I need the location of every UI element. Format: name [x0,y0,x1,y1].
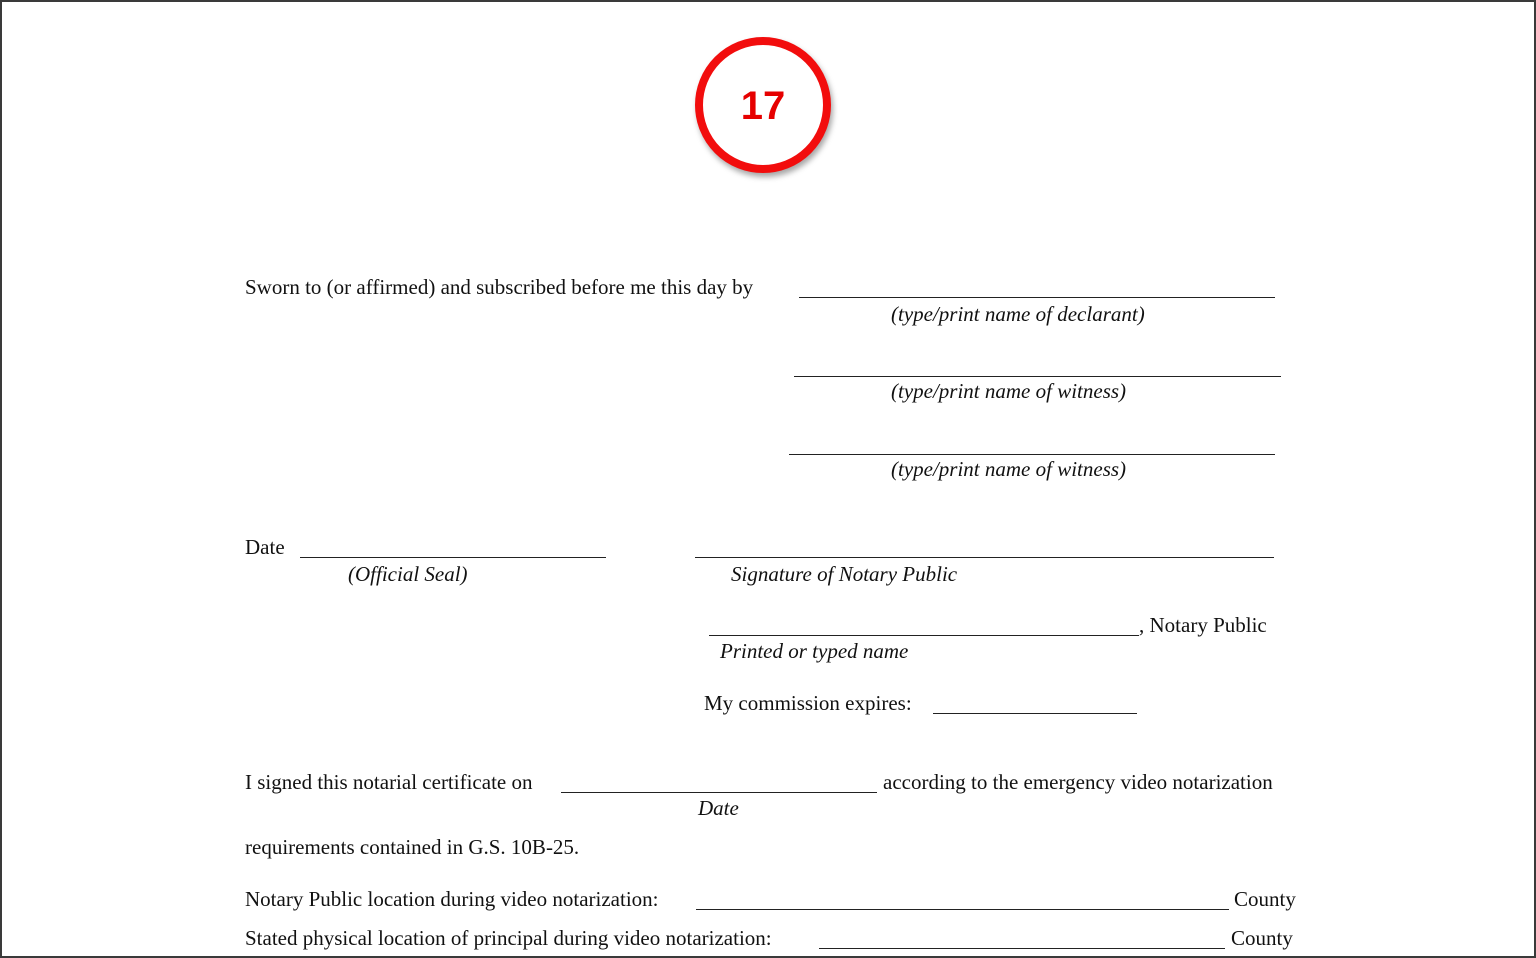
printed-name-caption: Printed or typed name [720,639,909,663]
witness2-name-field[interactable] [789,454,1275,455]
date-label: Date [245,535,285,559]
notary-location-suffix: County [1234,887,1296,911]
declarant-caption: (type/print name of declarant) [891,302,1145,326]
notary-signature-caption: Signature of Notary Public [731,562,958,586]
step-number-badge [695,37,831,173]
declarant-name-field[interactable] [799,297,1275,298]
signed-certificate-prefix: I signed this notarial certificate on [245,770,533,794]
date-field[interactable] [300,557,606,558]
sworn-statement-text: Sworn to (or affirmed) and subscribed before me this day by [245,275,754,299]
principal-location-label: Stated physical location of principal during video notarization: [245,926,772,950]
witness2-caption: (type/print name of witness) [891,457,1127,481]
signed-date-field[interactable] [561,792,877,793]
principal-location-field[interactable] [819,948,1225,949]
witness1-name-field[interactable] [794,376,1281,377]
notary-location-field[interactable] [696,909,1229,910]
printed-name-field[interactable] [709,635,1139,636]
principal-location-suffix: County [1231,926,1293,950]
notary-location-label: Notary Public location during video notarization: [245,887,659,911]
requirements-text: requirements contained in G.S. 10B-25. [245,835,580,859]
step-number: 17 [740,84,786,128]
notary-public-suffix: , Notary Public [1139,613,1267,637]
signed-certificate-suffix: according to the emergency video notarization [883,770,1273,794]
signed-date-caption: Date [698,796,739,820]
witness1-caption: (type/print name of witness) [891,379,1127,403]
commission-expires-label: My commission expires: [704,691,912,715]
notary-signature-field[interactable] [695,557,1274,558]
commission-expires-field[interactable] [933,713,1137,714]
official-seal-caption: (Official Seal) [348,562,468,586]
